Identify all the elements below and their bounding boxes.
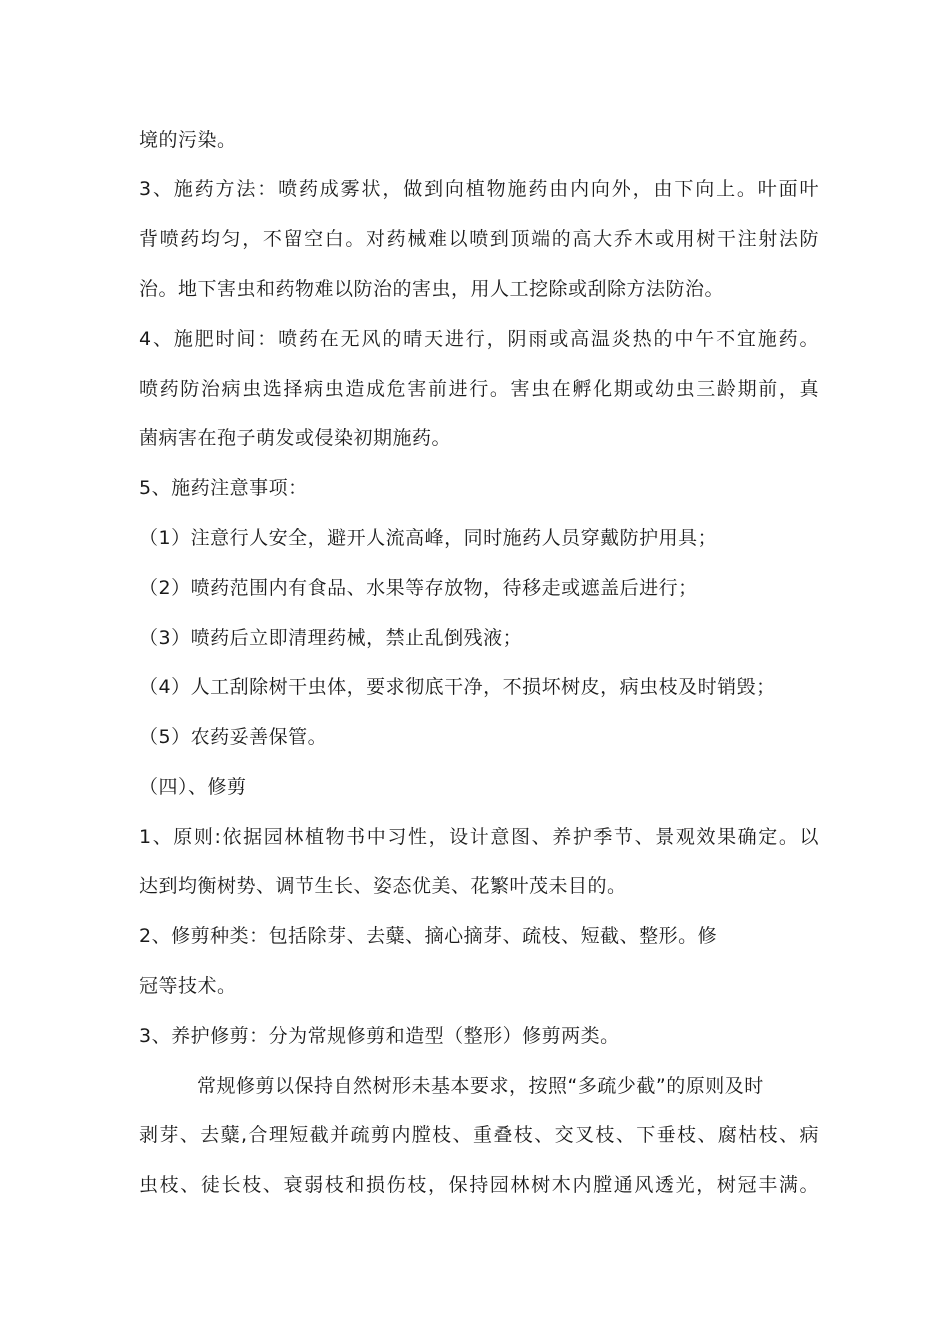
list-item: （2）喷药范围内有食品、水果等存放物，待移走或遮盖后进行； bbox=[139, 577, 698, 599]
text-line: 境的污染。 bbox=[139, 129, 237, 151]
text-line: 菌病害在孢子萌发或侵染初期施药。 bbox=[139, 427, 452, 449]
text-line: 3、施药方法：喷药成雾状，做到向植物施药由内向外，由下向上。叶面叶 bbox=[139, 178, 819, 200]
text-line: 达到均衡树势、调节生长、姿态优美、花繁叶茂未目的。 bbox=[139, 875, 627, 897]
section-heading: （四）、修剪 bbox=[139, 776, 247, 798]
list-item: （3）喷药后立即清理药械，禁止乱倒残液； bbox=[139, 627, 523, 649]
text-line: 2、修剪种类：包括除芽、去糵、摘心摘芽、疏枝、短截、整形。修 bbox=[139, 925, 718, 947]
text-line: 4、施肥时间：喷药在无风的晴天进行，阴雨或高温炎热的中午不宜施药。 bbox=[139, 328, 819, 350]
list-item: （5）农药妥善保管。 bbox=[139, 726, 328, 748]
list-item: （4）人工刮除树干虫体，要求彻底干净，不损坏树皮，病虫枝及时销毁； bbox=[139, 676, 776, 698]
text-line: 冠等技术。 bbox=[139, 975, 237, 997]
paragraph-indent-line: 常规修剪以保持自然树形未基本要求，按照“多疏少截”的原则及时 bbox=[197, 1075, 764, 1097]
text-line: 剥芽、去糵,合理短截并疏剪内膛枝、重叠枝、交叉枝、下垂枝、腐枯枝、病 bbox=[139, 1124, 819, 1146]
text-line: 治。地下害虫和药物难以防治的害虫，用人工挖除或刮除方法防治。 bbox=[139, 278, 725, 300]
list-item: （1）注意行人安全，避开人流高峰，同时施药人员穿戴防护用具； bbox=[139, 527, 718, 549]
text-line: 背喷药均匀，不留空白。对药械难以喷到顶端的高大乔木或用树干注射法防 bbox=[139, 228, 819, 250]
section-heading: 5、施药注意事项： bbox=[139, 477, 308, 499]
text-line: 喷药防治病虫选择病虫造成危害前进行。害虫在孵化期或幼虫三龄期前，真 bbox=[139, 378, 819, 400]
text-line: 1、原则:依据园林植物书中习性，设计意图、养护季节、景观效果确定。以 bbox=[139, 826, 819, 848]
text-line: 3、养护修剪：分为常规修剪和造型（整形）修剪两类。 bbox=[139, 1025, 620, 1047]
text-line: 虫枝、徒长枝、衰弱枝和损伤枝，保持园林树木内膛通风透光，树冠丰满。 bbox=[139, 1174, 819, 1196]
